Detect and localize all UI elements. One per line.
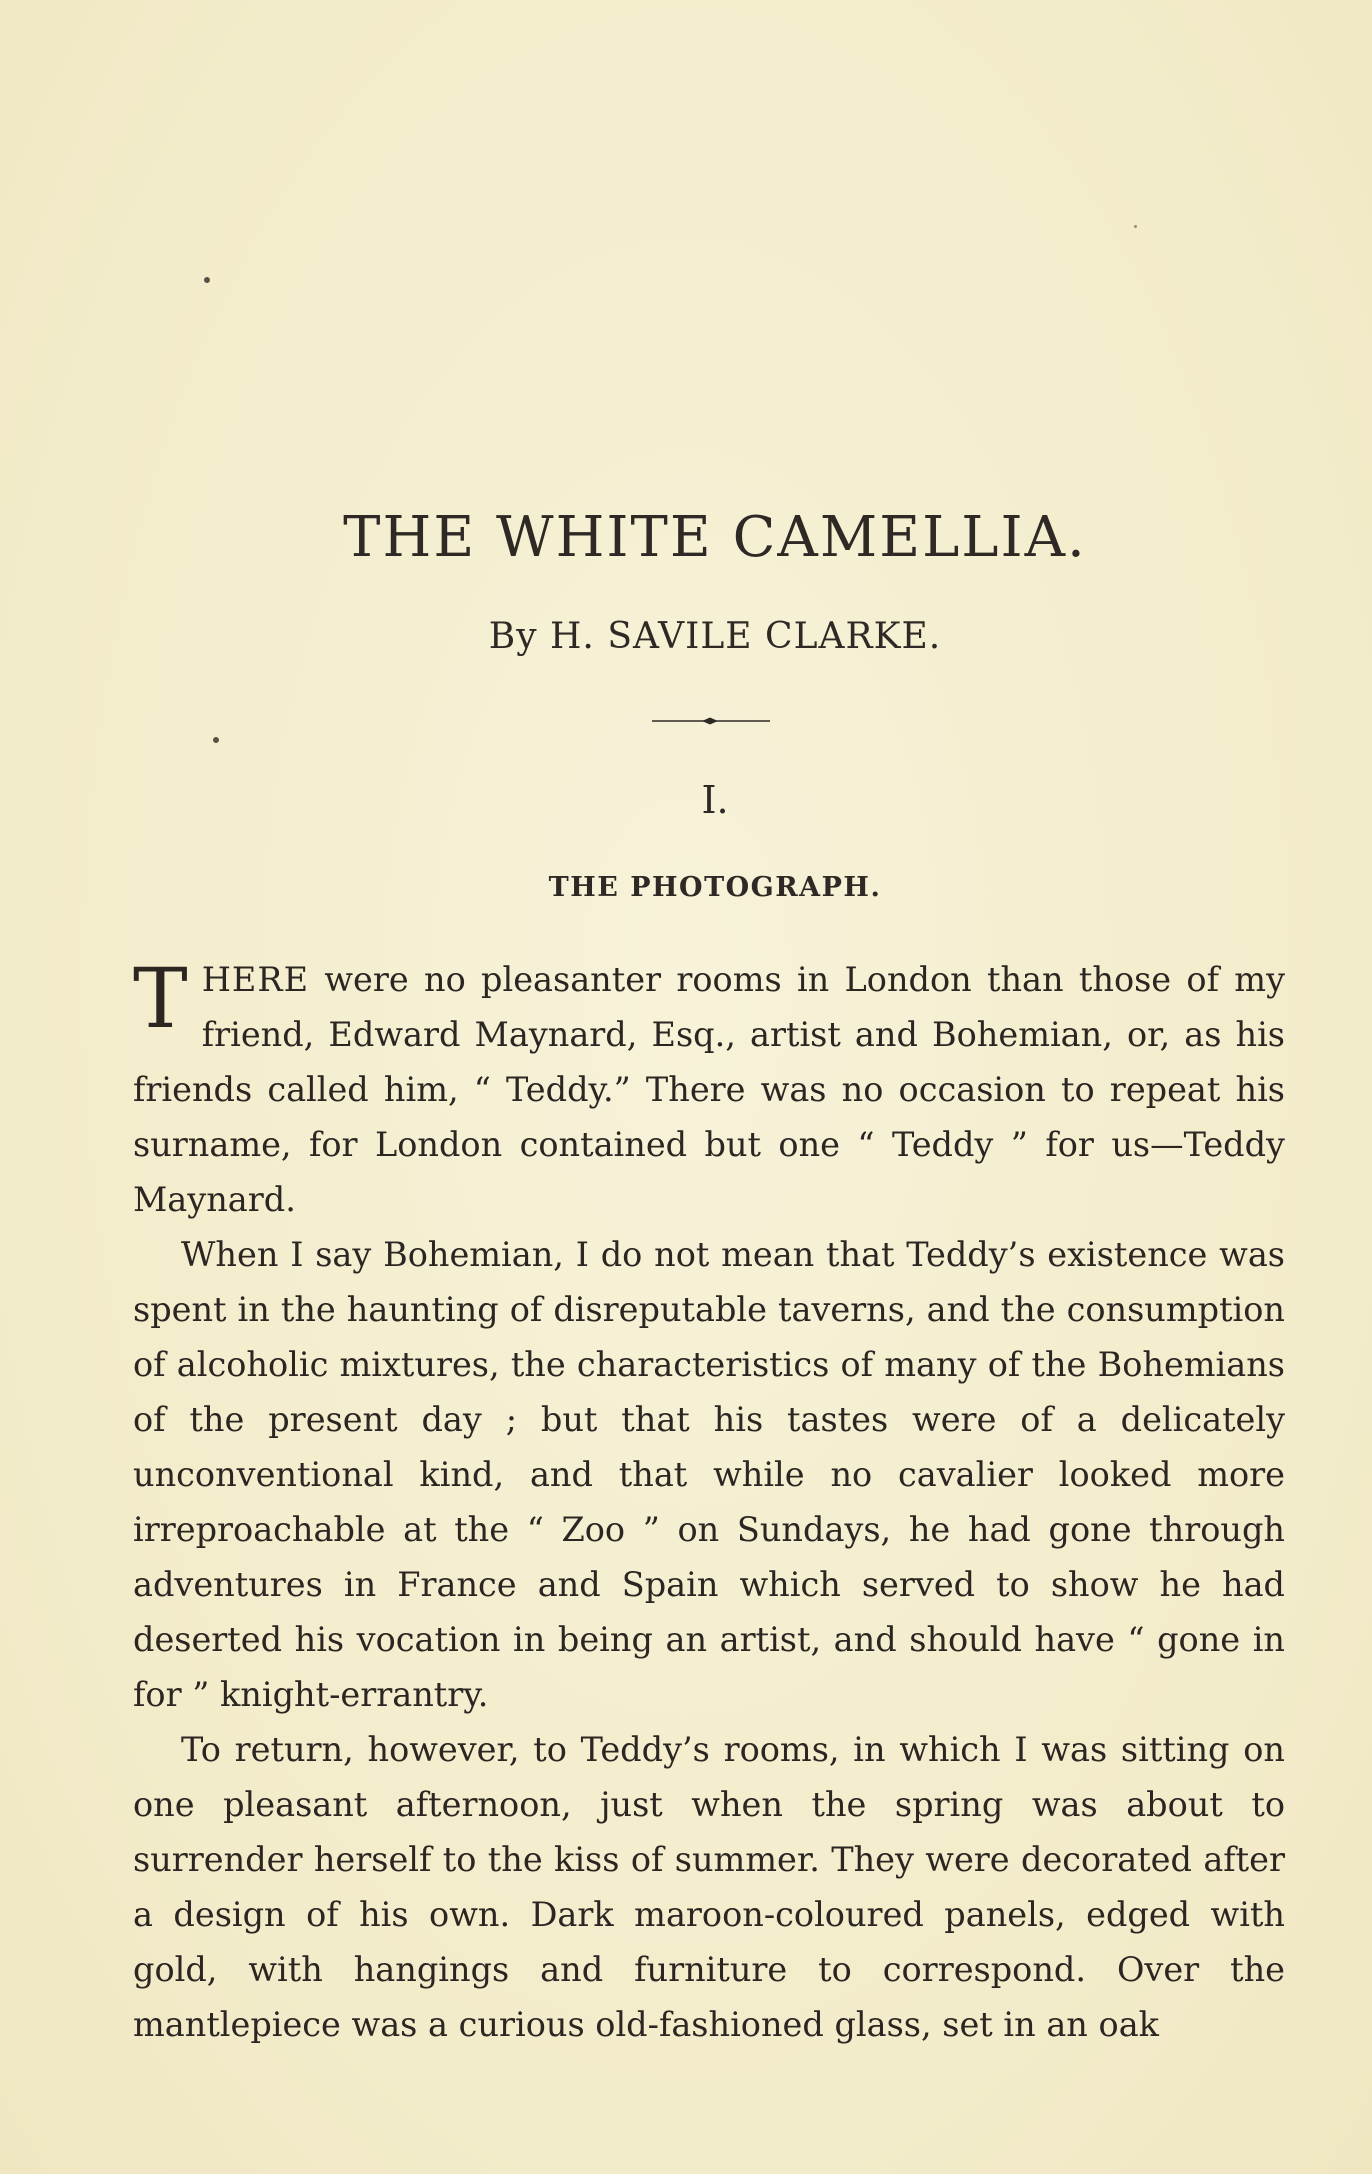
article-byline: By H. SAVILE CLARKE. [488, 616, 942, 657]
paragraph-1 [133, 952, 1285, 1227]
paragraph-2: When I say Bohemian, I do not mean that Teddy’s existence was spent in the haunting of disreputable taverns, and the consumption of alcoholic mixtures, the characteristics of many of the Bohemians of the present day ; but that his tastes were of a delicately unconventional kind, and that while no cavalier looked more irreproachable at the “ Zoo ” on Sundays, he had gone through adventures in France and Spain which served to show he had deserted his vocation in being an artist, and should have “ gone in for ” knight-errantry. [133, 1235, 1285, 1714]
section-divider-ornament [652, 716, 770, 726]
article-body [133, 952, 1285, 2052]
article-title: THE WHITE CAMELLIA. [343, 505, 1087, 570]
chapter-number: I. [701, 778, 729, 822]
paragraph-3: To return, however, to Teddy’s rooms, in which I was sitting on one pleasant afternoon, just when the spring was about to surrender herself to the kiss of summer. They were decorated after a design of his own. Dark maroon-coloured panels, edged with gold, with hangings and furniture to correspond. Over the mantlepiece was a curious old-fashioned glass, set in an oak [133, 1730, 1285, 2044]
page-speck [1134, 225, 1137, 228]
page-speck [213, 737, 219, 743]
chapter-title: THE PHOTOGRAPH. [548, 872, 882, 903]
drop-cap: T [133, 952, 188, 1047]
first-word: HERE [201, 960, 310, 999]
page-speck [204, 277, 210, 283]
paragraph-1-text: were no pleasanter rooms in London than those of my friend, Edward Maynard, Esq., artist and Bohemian, or, as his friends called him, “ Teddy.” There was no occasion to repeat his surname, for London contained but one “ Teddy ” for us—Teddy Maynard. [133, 960, 1285, 1219]
